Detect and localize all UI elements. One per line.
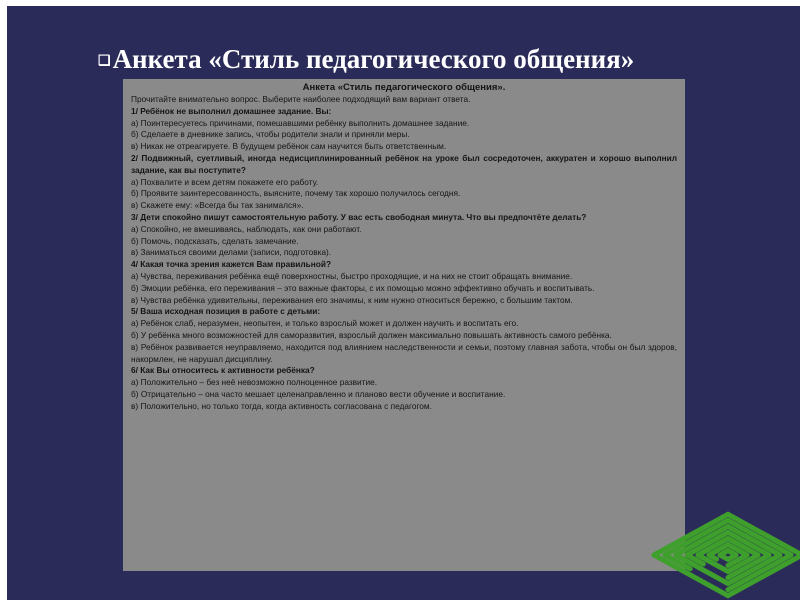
answer-text: б) Сделаете в дневнике запись, чтобы родители знали и приняли меры. xyxy=(131,129,410,140)
answer-text: а) Чувства, переживания ребёнка ещё поверхностны, быстро проходящие, и на них не стоит обращать внимание. xyxy=(131,270,573,281)
slide-top-border xyxy=(0,0,800,6)
answer-text: б) Помочь, подсказать, сделать замечание. xyxy=(131,235,299,246)
scan-heading: Анкета «Стиль педагогического общения». xyxy=(302,82,506,93)
maze-wall xyxy=(709,555,717,559)
answer-text: б) Проявите заинтересованность, выясните, почему так хорошо получилось сегодня. xyxy=(131,188,461,199)
answer-text: а) Ребёнок слаб, неразумен, неопытен, и только взрослый может и должен научить и воспитать его. xyxy=(131,318,519,329)
slide-title-text: Анкета «Стиль педагогического общения» xyxy=(112,44,635,74)
scan-body xyxy=(131,94,677,413)
question-text: 2/ Подвижный, суетливый, иногда недисциплинированный ребёнок на уроке был сосредоточен, аккуратен и хорошо выполнил задание, как вы поступите? xyxy=(131,152,677,175)
answer-text: в) Никак не отреагируете. В будущем ребёнок сам научится быть ответственным. xyxy=(131,141,447,152)
maze-decoration xyxy=(650,497,800,600)
answer-text: б) Отрицательно – она часто мешает целенаправленно и планово вести обучение и воспитание. xyxy=(131,388,506,399)
answer-text: в) Скажете ему: «Всегда бы так занимался». xyxy=(131,200,304,211)
question-text: 4/ Какая точка зрения кажется Вам правильной? xyxy=(131,259,332,270)
answer-text: в) Ребёнок развивается неуправляемо, находится под влиянием наследственности и семьи, поэтому главная забота, чтобы он был здоров, накормлен, не нарушал дисциплину. xyxy=(131,341,677,364)
answer-text: а) Поинтересуетесь причинами, помешавшими ребёнку выполнить домашнее задание. xyxy=(131,117,470,128)
slide-left-border xyxy=(0,0,7,600)
question-text: 6/ Как Вы относитесь к активности ребёнка? xyxy=(131,365,315,376)
slide-title xyxy=(98,44,778,75)
question-text: 5/ Ваша исходная позиция в работе с детьми: xyxy=(131,306,321,317)
answer-text: в) Положительно, но только тогда, когда активность согласована с педагогом. xyxy=(131,400,432,411)
answer-text: б) Эмоции ребёнка, его переживания – это важные факторы, с их помощью можно эффективно обучать и воспитывать. xyxy=(131,282,595,293)
bullet-icon: ❑ xyxy=(98,54,111,70)
answer-text: а) Спокойно, не вмешиваясь, наблюдать, как они работают. xyxy=(131,223,362,234)
maze-wall xyxy=(720,555,728,559)
answer-text: а) Положительно – без неё невозможно полноценное развитие. xyxy=(131,377,378,388)
answer-text: в) Заниматься своими делами (записи, подготовка). xyxy=(131,247,332,258)
answer-text: а) Похвалите и всем детям покажете его работу. xyxy=(131,176,319,187)
question-text: 3/ Дети спокойно пишут самостоятельную работу. У вас есть свободная минута. Что вы предпочтёте делать? xyxy=(131,211,587,222)
questionnaire-scan xyxy=(123,79,685,571)
question-text: 1/ Ребёнок не выполнил домашнее задание. Вы: xyxy=(131,105,332,116)
answer-text: Прочитайте внимательно вопрос. Выберите наиболее подходящий вам вариант ответа. xyxy=(131,94,471,104)
answer-text: б) У ребёнка много возможностей для саморазвития, взрослый должен максимально повышать активность самого ребёнка. xyxy=(131,329,612,340)
answer-text: в) Чувства ребёнка удивительны, переживания его значимы, к ним нужно относиться бережно, с большим тактом. xyxy=(131,294,573,305)
